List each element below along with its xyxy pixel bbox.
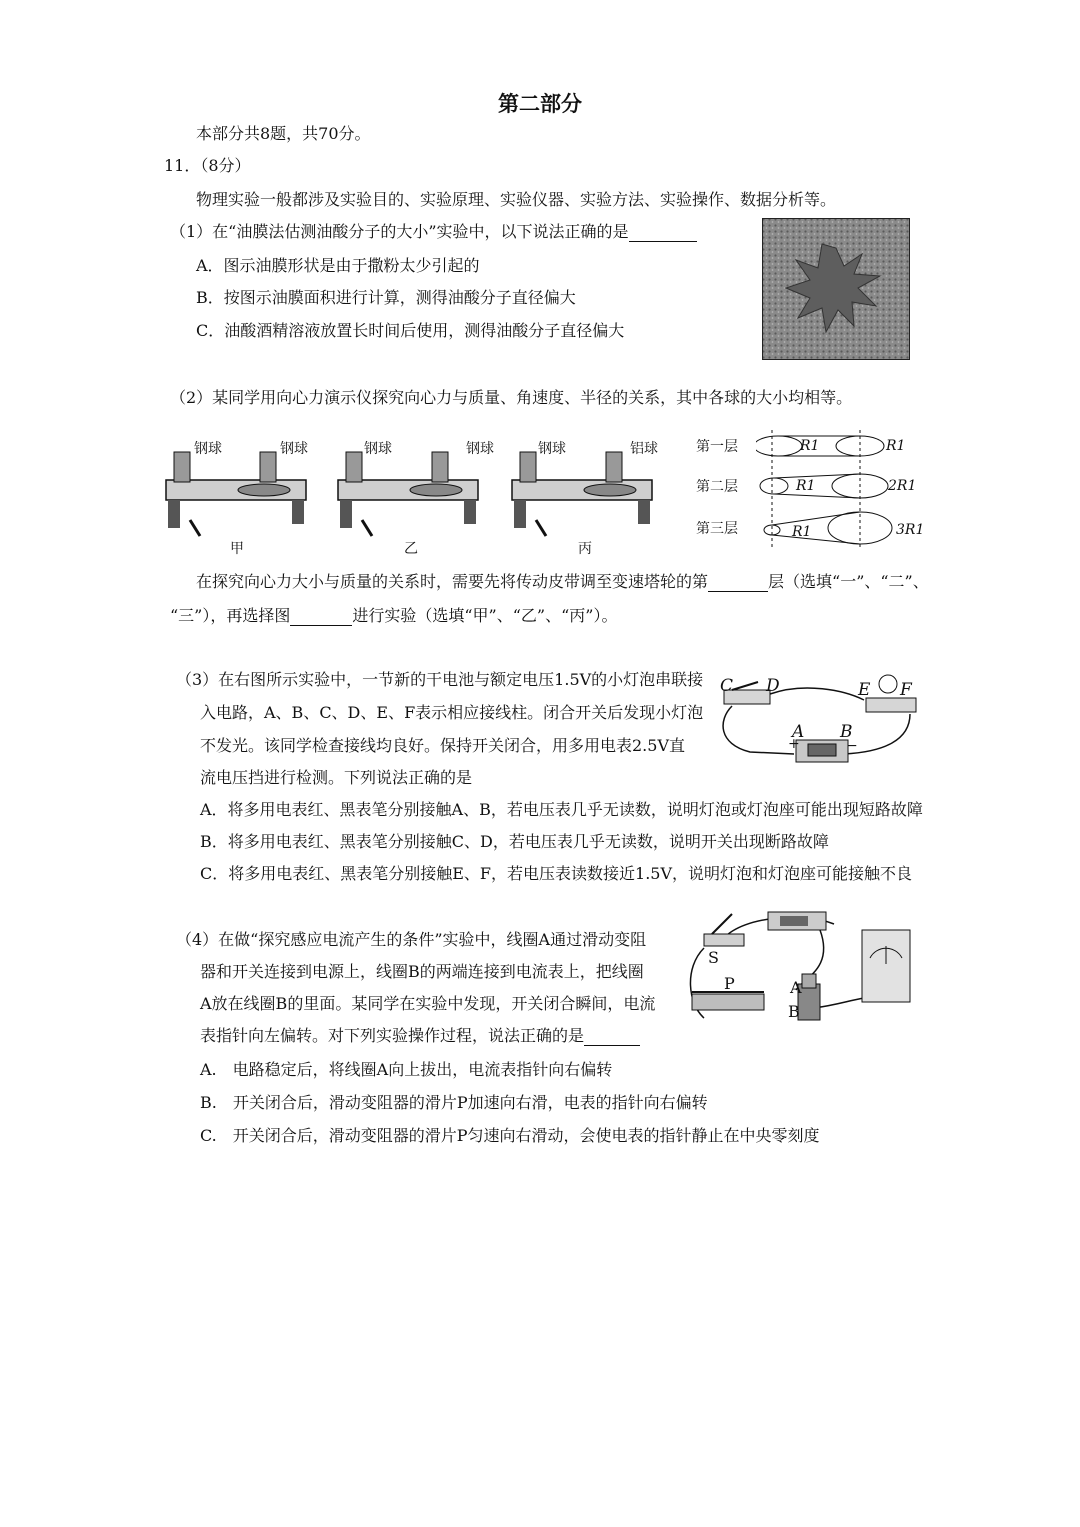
- part4-line4-text: 表指针向左偏转。对下列实验操作过程，说法正确的是: [200, 1026, 585, 1045]
- part1-prompt: [170, 222, 697, 242]
- ball-label-4: 钢球: [466, 441, 494, 457]
- part2-line1: [196, 572, 929, 592]
- part3-option-a: A．将多用电表红、黑表笔分别接触A、B，若电压表几乎无读数，说明灯泡或灯泡座可能出现短路故障: [200, 800, 923, 819]
- part4-line2: 器和开关连接到电源上，线圈B的两端连接到电流表上，把线圈: [200, 962, 644, 981]
- coil-label-b: B: [788, 1002, 800, 1021]
- ball-label-2: 钢球: [280, 441, 308, 457]
- figure-caption-jia: 甲: [230, 541, 244, 557]
- terminal-e: E: [858, 680, 871, 700]
- part2-line1-text-a: 在探究向心力大小与质量的关系时，需要先将传动皮带调至变速塔轮的第: [196, 572, 709, 591]
- terminal-d: D: [766, 676, 780, 696]
- ball-label-1: 钢球: [194, 441, 222, 457]
- part3-line3: 不发光。该同学检查接线均良好。保持开关闭合，用多用电表2.5V直: [200, 736, 686, 755]
- layer3-right-radius: 3R1: [896, 522, 925, 538]
- layer1-left-radius: R1: [800, 438, 820, 454]
- part2-line2: [170, 606, 617, 626]
- terminal-f: F: [900, 680, 912, 700]
- layer-label-2: 第二层: [696, 479, 738, 495]
- part3-option-b: B．将多用电表红、黑表笔分别接触C、D，若电压表几乎无读数，说明开关出现断路故障: [200, 832, 829, 851]
- battery-plus-sign: +: [788, 736, 800, 752]
- part2-line2-text-a: “三”），再选择图: [170, 606, 291, 625]
- terminal-c: C: [720, 676, 734, 696]
- section-title: 第二部分: [498, 91, 582, 116]
- part4-answer-blank[interactable]: [584, 1029, 640, 1046]
- battery-minus-sign: −: [846, 738, 858, 754]
- part2-layer-answer-blank[interactable]: [708, 575, 768, 592]
- lamp-circuit-diagram: [714, 670, 920, 774]
- oil-film-image: [762, 218, 910, 360]
- part3-option-c: C．将多用电表红、黑表笔分别接触E、F，若电压表读数接近1.5V，说明灯泡和灯泡座可能接触不良: [200, 864, 913, 883]
- part2-line1-text-b: 层（选填“一”、“二”、: [768, 572, 929, 591]
- part2-figure-answer-blank[interactable]: [290, 609, 352, 626]
- part3-line1: （3）在右图所示实验中，一节新的干电池与额定电压1.5V的小灯泡串联接: [176, 670, 704, 689]
- ball-label-3: 钢球: [364, 441, 392, 457]
- part4-option-b: B. 开关闭合后，滑动变阻器的滑片P加速向右滑，电表的指针向右偏转: [200, 1093, 708, 1112]
- switch-label-s: S: [708, 948, 719, 967]
- pulley-layers-diagram: [756, 430, 906, 548]
- question-number: 11．（8分）: [164, 156, 251, 175]
- apparatus-bing: [512, 452, 652, 536]
- part4-line4: [200, 1026, 640, 1046]
- layer3-left-radius: R1: [792, 524, 812, 540]
- apparatus-yi: [338, 452, 478, 536]
- ball-label-5: 钢球: [538, 441, 566, 457]
- figure-caption-yi: 乙: [404, 541, 418, 557]
- part2-prompt: （2）某同学用向心力演示仪探究向心力与质量、角速度、半径的关系，其中各球的大小均相等。: [170, 388, 853, 407]
- part1-option-a: A．图示油膜形状是由于撒粉太少引起的: [196, 256, 480, 275]
- part3-line2: 入电路，A、B、C、D、E、F表示相应接线柱。闭合开关后发现小灯泡: [200, 703, 704, 722]
- ball-label-6: 铝球: [630, 441, 658, 457]
- part4-line3: A放在线圈B的里面。某同学在实验中发现，开关闭合瞬间，电流: [200, 994, 656, 1013]
- part1-option-b: B．按图示油膜面积进行计算，测得油酸分子直径偏大: [196, 288, 576, 307]
- apparatus-jia: [166, 452, 306, 536]
- part1-option-c: C．油酸酒精溶液放置长时间后使用，测得油酸分子直径偏大: [196, 321, 625, 340]
- section-intro: 本部分共8题，共70分。: [196, 124, 371, 143]
- part2-line2-text-b: 进行实验（选填“甲”、“乙”、“丙”）。: [352, 606, 618, 625]
- layer2-left-radius: R1: [796, 478, 816, 494]
- part1-answer-blank[interactable]: [629, 225, 697, 242]
- part4-line1: （4）在做“探究感应电流产生的条件”实验中，线圈A通过滑动变阻: [176, 930, 647, 949]
- part3-line4: 流电压挡进行检测。下列说法正确的是: [200, 768, 473, 787]
- slider-label-p: P: [724, 974, 735, 993]
- layer2-right-radius: 2R1: [888, 478, 917, 494]
- layer-label-3: 第三层: [696, 521, 738, 537]
- coil-label-a: A: [790, 978, 802, 997]
- layer-label-1: 第一层: [696, 439, 738, 455]
- layer1-right-radius: R1: [886, 438, 906, 454]
- terminal-a: A: [792, 722, 805, 742]
- part4-option-c: C. 开关闭合后，滑动变阻器的滑片P匀速向右滑动，会使电表的指针静止在中央零刻度: [200, 1126, 820, 1145]
- part1-prompt-text: （1）在“油膜法估测油酸分子的大小”实验中，以下说法正确的是: [170, 222, 629, 241]
- part4-option-a: A. 电路稳定后，将线圈A向上拔出，电流表指针向右偏转: [200, 1060, 613, 1079]
- figure-caption-bing: 丙: [578, 541, 592, 557]
- question-stem: 物理实验一般都涉及实验目的、实验原理、实验仪器、实验方法、实验操作、数据分析等。: [196, 190, 837, 209]
- induction-experiment-diagram: [684, 908, 920, 1032]
- terminal-b: B: [840, 722, 853, 742]
